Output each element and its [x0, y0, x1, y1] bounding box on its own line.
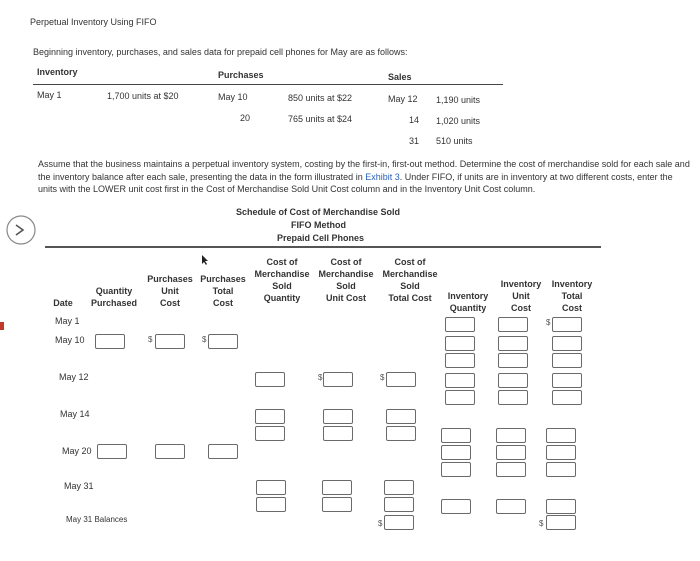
col-cms-unit-cost: Cost of Merchandise Sold Unit Cost: [318, 257, 374, 303]
may1-inv-total-cost-input[interactable]: [552, 317, 582, 332]
may20-inv-unit-cost-input[interactable]: [496, 445, 526, 460]
chevron-right-icon: [0, 214, 42, 246]
sales-header: Sales: [388, 72, 412, 82]
may20-inv-qty-input[interactable]: [441, 462, 471, 477]
col-cms-quantity: Cost of Merchandise Sold Quantity: [254, 257, 310, 303]
may10-inv-qty-input[interactable]: [445, 336, 475, 351]
may20-inv-unit-cost-input[interactable]: [496, 462, 526, 477]
col-qty-purchased: Quantity Purchased: [90, 286, 138, 308]
col-date: Date: [53, 298, 73, 308]
may20-inv-total-cost-input[interactable]: [546, 428, 576, 443]
sale-value: 1,020 units: [436, 116, 481, 126]
col-cms-total-cost: Cost of Merchandise Sold Total Cost: [382, 257, 438, 303]
inventory-header: Inventory: [37, 67, 78, 77]
row-label: May 1: [55, 316, 80, 326]
may20-inv-unit-cost-input[interactable]: [496, 428, 526, 443]
sale-date: May 12: [388, 94, 418, 104]
may12-inv-unit-cost-input[interactable]: [498, 373, 528, 388]
may10-purchase-unit-cost-input[interactable]: [155, 334, 185, 349]
purchase-date: 20: [240, 113, 251, 123]
may12-cms-qty-input[interactable]: [255, 372, 285, 387]
may14-cms-unit-cost-input[interactable]: [323, 409, 353, 424]
row-label: May 14: [60, 409, 90, 419]
may20-inv-qty-input[interactable]: [441, 428, 471, 443]
may31-inv-unit-cost-input[interactable]: [496, 499, 526, 514]
currency-symbol: $: [202, 335, 207, 344]
may14-cms-total-cost-input[interactable]: [386, 426, 416, 441]
may31-inv-total-cost-input[interactable]: [546, 499, 576, 514]
may20-inv-total-cost-input[interactable]: [546, 445, 576, 460]
page-title: Perpetual Inventory Using FIFO: [30, 17, 157, 27]
mouse-cursor-icon: [201, 254, 209, 266]
may12-cms-total-cost-input[interactable]: [386, 372, 416, 387]
may31-inv-qty-input[interactable]: [441, 499, 471, 514]
may14-cms-unit-cost-input[interactable]: [323, 426, 353, 441]
expand-nav-button[interactable]: [0, 214, 42, 246]
may31-cms-unit-cost-input[interactable]: [322, 497, 352, 512]
purchase-value: 850 units at $22: [288, 93, 353, 103]
may12-inv-total-cost-input[interactable]: [552, 373, 582, 388]
currency-symbol: $: [148, 335, 153, 344]
may12-inv-qty-input[interactable]: [445, 373, 475, 388]
row-label: May 31: [64, 481, 94, 491]
inventory-date: May 1: [37, 90, 62, 100]
col-inventory-total-cost: Inventory Total Cost: [551, 279, 593, 313]
col-inventory-quantity: Inventory Quantity: [447, 291, 489, 313]
may20-inv-total-cost-input[interactable]: [546, 462, 576, 477]
balance-cms-total-input[interactable]: [384, 515, 414, 530]
may31-cms-total-cost-input[interactable]: [384, 480, 414, 495]
schedule-title: Schedule of Cost of Merchandise Sold: [236, 207, 401, 217]
currency-symbol: $: [539, 519, 544, 528]
inventory-value: 1,700 units at $20: [107, 91, 179, 101]
may20-qty-purchased-input[interactable]: [97, 444, 127, 459]
left-edge-marker: [0, 322, 4, 330]
schedule-rule: [45, 246, 601, 248]
may12-cms-unit-cost-input[interactable]: [323, 372, 353, 387]
sale-date: 31: [409, 136, 420, 146]
sale-date: 14: [409, 115, 420, 125]
may10-inv-total-cost-input[interactable]: [552, 353, 582, 368]
may12-inv-qty-input[interactable]: [445, 390, 475, 405]
balance-inv-total-input[interactable]: [546, 515, 576, 530]
may10-purchase-total-cost-input[interactable]: [208, 334, 238, 349]
table-header-rule: [33, 84, 503, 85]
instructions-text: [38, 158, 690, 196]
may20-purchase-unit-cost-input[interactable]: [155, 444, 185, 459]
may31-cms-qty-input[interactable]: [256, 480, 286, 495]
may31-cms-unit-cost-input[interactable]: [322, 480, 352, 495]
may20-purchase-total-cost-input[interactable]: [208, 444, 238, 459]
col-purchase-unit-cost: Purchases Unit Cost: [147, 274, 193, 308]
may14-cms-qty-input[interactable]: [255, 409, 285, 424]
may10-inv-unit-cost-input[interactable]: [498, 336, 528, 351]
purchase-value: 765 units at $24: [288, 114, 353, 124]
col-purchase-total-cost: Purchases Total Cost: [200, 274, 246, 308]
instructions-part2: . Under FIFO, if units are in inventory at two different costs, enter the units with the LOWER unit cost first in the Cost of Merchandise Sold Unit Cost column and in the Inventory Unit Cost column.: [38, 171, 673, 194]
may31-cms-qty-input[interactable]: [256, 497, 286, 512]
instructions-part1: Assume that the business maintains a perpetual inventory system, costing by the first-in, first-out method. Determine the cost of merchandise sold for each sale and the inventory balance after each sale, presenting the data in the form illustrated in: [38, 159, 690, 182]
may1-inv-unit-cost-input[interactable]: [498, 317, 528, 332]
exhibit-link[interactable]: Exhibit 3: [365, 171, 400, 182]
purchases-header: Purchases: [218, 70, 264, 80]
sale-value: 510 units: [436, 136, 473, 146]
row-label: May 20: [62, 446, 92, 456]
row-label: May 31 Balances: [66, 515, 128, 524]
may14-cms-qty-input[interactable]: [255, 426, 285, 441]
purchase-date: May 10: [218, 92, 248, 102]
currency-symbol: $: [378, 519, 383, 528]
may10-qty-purchased-input[interactable]: [95, 334, 125, 349]
currency-symbol: $: [546, 318, 551, 327]
row-label: May 12: [59, 372, 89, 382]
may10-inv-qty-input[interactable]: [445, 353, 475, 368]
row-label: May 10: [55, 335, 85, 345]
sale-value: 1,190 units: [436, 95, 481, 105]
schedule-product: Prepaid Cell Phones: [277, 233, 365, 243]
may12-inv-total-cost-input[interactable]: [552, 390, 582, 405]
may31-cms-total-cost-input[interactable]: [384, 497, 414, 512]
may10-inv-total-cost-input[interactable]: [552, 336, 582, 351]
currency-symbol: $: [380, 373, 385, 382]
may10-inv-unit-cost-input[interactable]: [498, 353, 528, 368]
schedule-method: FIFO Method: [291, 220, 346, 230]
may14-cms-total-cost-input[interactable]: [386, 409, 416, 424]
intro-text: Beginning inventory, purchases, and sales data for prepaid cell phones for May are as follows:: [33, 47, 408, 57]
may12-inv-unit-cost-input[interactable]: [498, 390, 528, 405]
may1-inv-qty-input[interactable]: [445, 317, 475, 332]
currency-symbol: $: [318, 373, 323, 382]
col-inventory-unit-cost: Inventory Unit Cost: [500, 279, 542, 313]
may20-inv-qty-input[interactable]: [441, 445, 471, 460]
